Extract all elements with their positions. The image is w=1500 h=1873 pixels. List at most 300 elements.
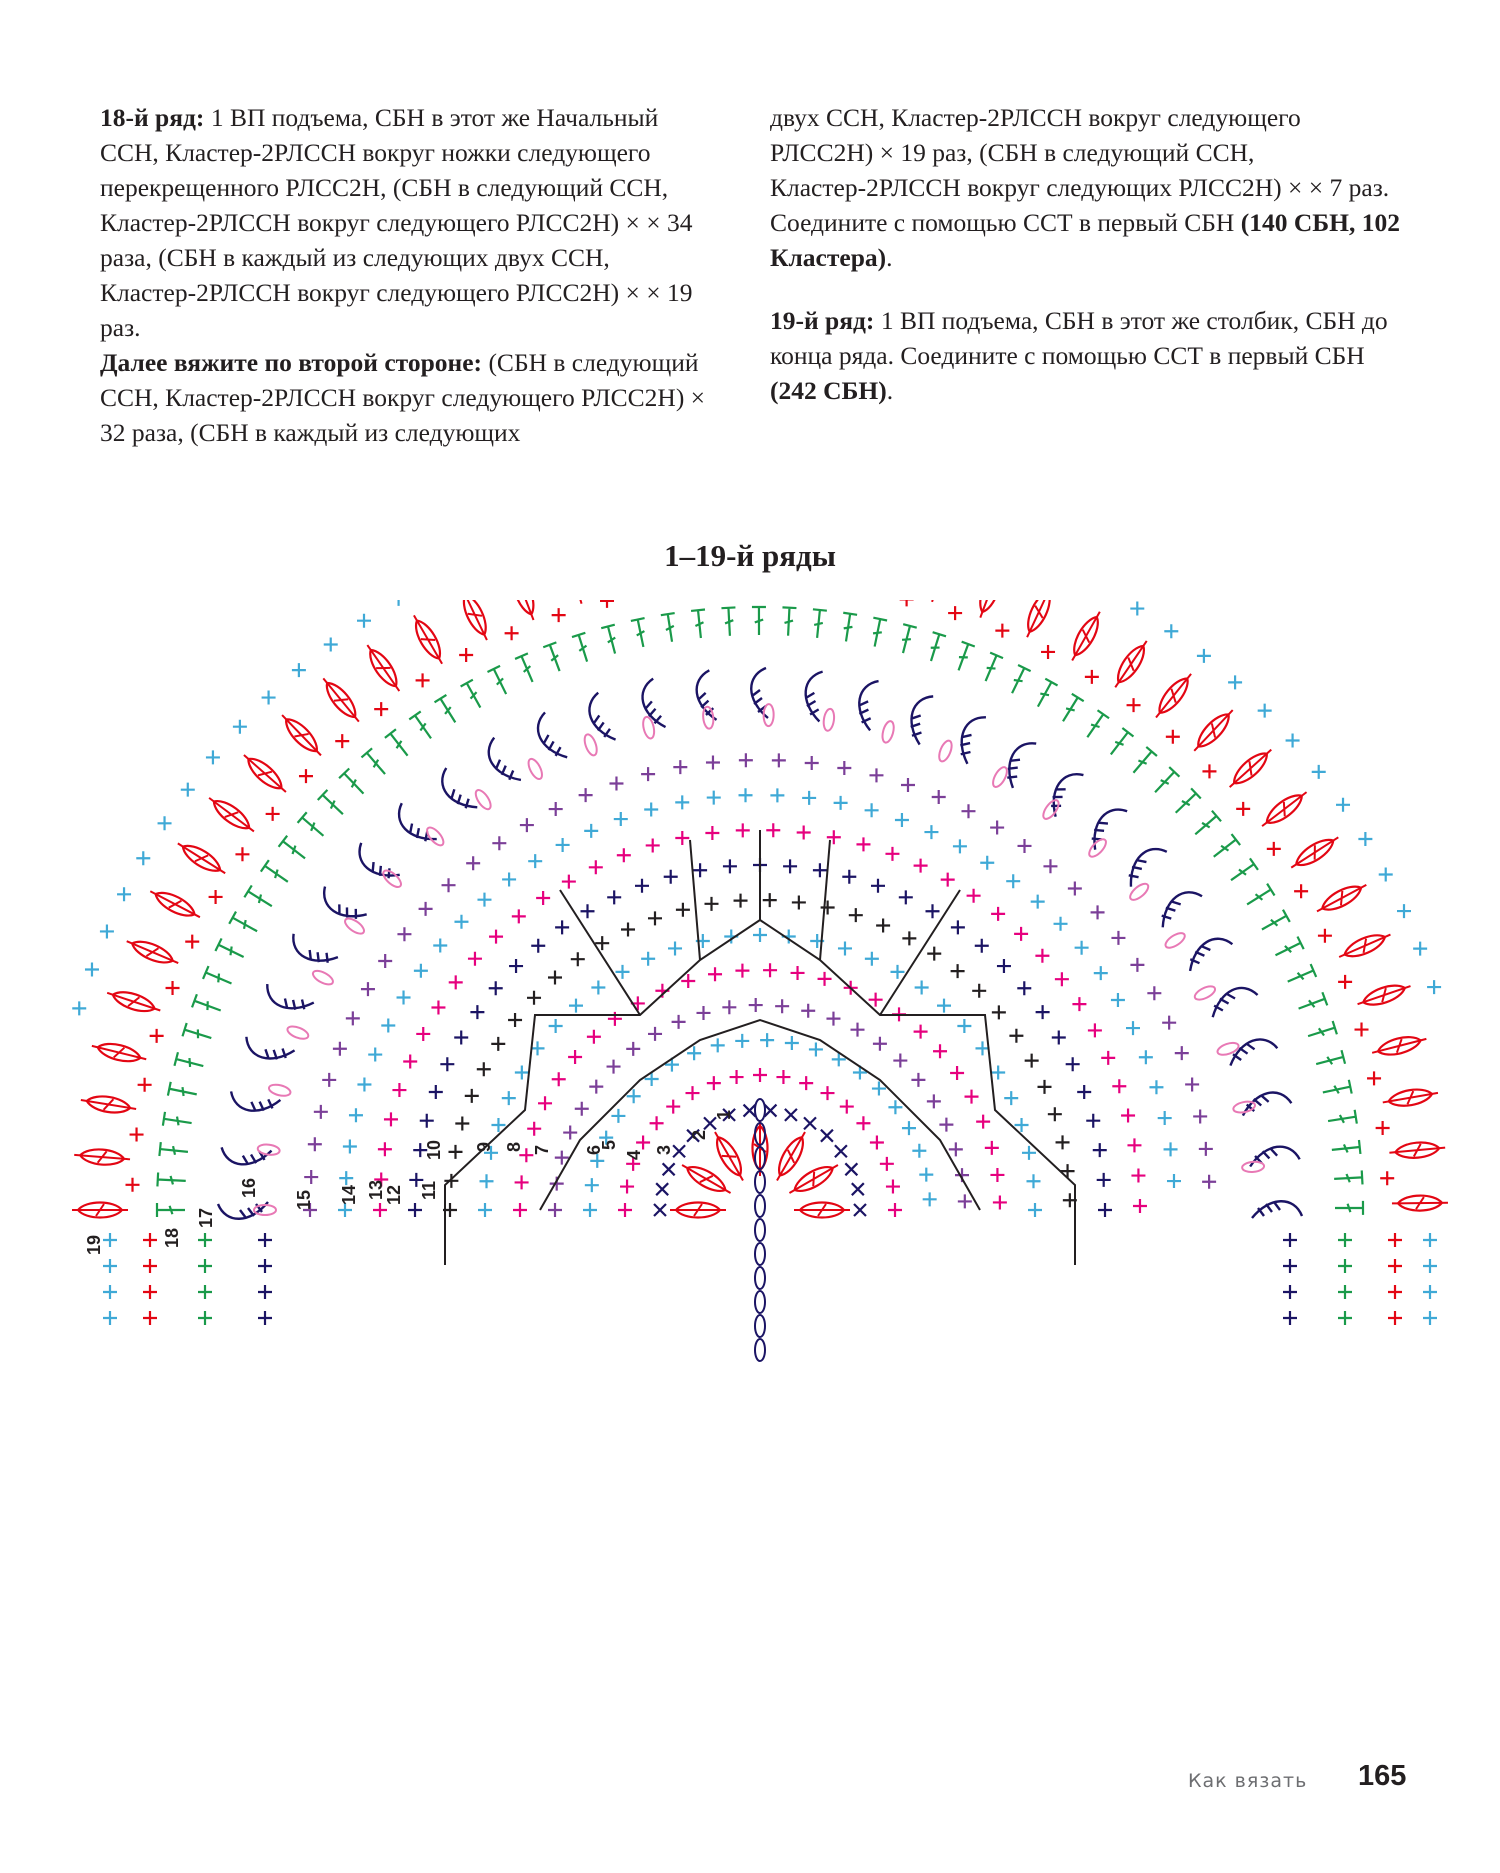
sc-stitch: [408, 1203, 422, 1217]
sc-stitch: [449, 975, 463, 989]
sc-stitch: [324, 637, 338, 651]
sc-stitch: [1026, 1174, 1040, 1188]
cluster-stitch: [506, 600, 540, 623]
cluster-stitch: [124, 934, 181, 970]
row-18-continued-body: двух ССН, Кластер-2РЛССН вокруг следующего РЛСС2Н) × 19 раз, (СБН в следующий ССН, Кластер-2РЛССН вокруг следующих РЛСС2Н) × × 7 раз. Соедините с помощью ССТ в первый СБН: [770, 103, 1390, 237]
cluster-post: [670, 1204, 726, 1216]
sc-stitch: [138, 1078, 152, 1092]
sc-stitch: [454, 1031, 468, 1045]
sc-stitch: [1149, 1080, 1163, 1094]
row-number-label: 3: [654, 1144, 674, 1155]
sc-stitch: [1338, 1233, 1352, 1247]
sc-stitch: [1022, 1146, 1036, 1160]
sc-stitch: [933, 1044, 947, 1058]
sc-stitch: [826, 1012, 840, 1026]
cluster-outline: [509, 600, 539, 617]
cluster-post: [457, 600, 492, 643]
cluster-stitch: [1313, 878, 1369, 918]
sc-stitch: [515, 1175, 529, 1189]
sc-stitch: [914, 1025, 928, 1039]
row-number-label: 17: [196, 1207, 216, 1228]
post-stitch: [1120, 841, 1168, 887]
sc-stitch: [1423, 1259, 1437, 1273]
post-stroke: [584, 692, 615, 745]
row-number-label: 14: [339, 1184, 359, 1205]
frame-spokes: [560, 830, 960, 1015]
sc-stitch: [926, 904, 940, 918]
sc-stitch: [997, 959, 1011, 973]
sc-stitch: [636, 1136, 650, 1150]
sc-stitch: [1202, 1175, 1216, 1189]
chain-stitch: [526, 757, 545, 781]
sc-stitch: [478, 1203, 492, 1217]
sc-stitch: [381, 1018, 395, 1032]
sc-stitch: [991, 907, 1005, 921]
chain-stitch: [755, 1195, 765, 1217]
sc-stitch: [809, 1042, 823, 1056]
cluster-post: [1337, 929, 1393, 962]
chain-stitch: [755, 1267, 765, 1289]
row-number-label: 18: [162, 1227, 182, 1248]
dc-stitch: [782, 607, 796, 635]
sc-stitch: [832, 1052, 846, 1066]
post-stroke: [242, 1035, 295, 1066]
sc-stitch: [734, 894, 748, 908]
sc-stitch: [1338, 1259, 1352, 1273]
row-number-label: 8: [504, 1141, 524, 1152]
sc-stitch: [515, 1066, 529, 1080]
sc-stitch: [589, 860, 603, 874]
sc-stitch: [818, 972, 832, 986]
sc-stitch: [957, 1019, 971, 1033]
sc-stitch: [1130, 602, 1144, 616]
cluster-stitch: [559, 600, 589, 606]
cluster-post: [319, 675, 364, 726]
chain-stitch: [880, 720, 895, 744]
post-stitch: [351, 841, 399, 887]
post-stroke: [391, 802, 437, 850]
sc-stitch: [85, 962, 99, 976]
sc-stitch: [672, 1015, 686, 1029]
sc-stitch: [912, 1144, 926, 1158]
sc-stitch: [958, 1194, 972, 1208]
sc-stitch: [392, 1083, 406, 1097]
sc-stitch: [531, 939, 545, 953]
chain-stitch: [582, 733, 599, 757]
cluster-stitch: [74, 1147, 131, 1166]
sc-stitch: [1086, 1114, 1100, 1128]
sc-stitch: [980, 856, 994, 870]
sc-stitch: [802, 791, 816, 805]
sc-stitch: [477, 893, 491, 907]
sc-stitch: [976, 1115, 990, 1129]
sc-stitch: [549, 802, 563, 816]
dc-stitch: [1133, 747, 1157, 773]
sc-stitch: [805, 756, 819, 770]
sc-stitch: [616, 965, 630, 979]
dc-stitch: [339, 768, 363, 793]
sc-stitch: [705, 897, 719, 911]
sc-stitch: [607, 1060, 621, 1074]
post-stitch: [952, 711, 988, 763]
second-side-body: (СБН в следующий ССН, Кластер-2РЛССН вокруг следующего РЛСС2Н) × 32 раза, (СБН в каждый из следующих: [100, 348, 706, 447]
sc-stitch: [1066, 1057, 1080, 1071]
dc-stitch: [1332, 1140, 1361, 1154]
sc-stitch: [414, 964, 428, 978]
cluster-stitch: [72, 1203, 128, 1218]
sc-stitch: [1061, 1164, 1075, 1178]
sc-stitch: [579, 788, 593, 802]
sc-stitch: [1380, 1171, 1394, 1185]
cluster-stitch: [1392, 1195, 1448, 1211]
dc-stitch: [1038, 679, 1058, 707]
sc-stitch: [584, 824, 598, 838]
sc-stitch: [1147, 986, 1161, 1000]
dc-stitch: [1195, 811, 1221, 835]
post-stitch: [1248, 1145, 1299, 1167]
row-number-label: 9: [474, 1141, 494, 1152]
dc-stitch: [385, 729, 408, 755]
chain-stitch: [755, 1291, 765, 1313]
sc-stitch: [314, 1105, 328, 1119]
sc-stitch: [856, 837, 870, 851]
sc-stitch: [775, 999, 789, 1013]
sc-stitch: [1423, 1311, 1437, 1325]
sc-stitch: [941, 873, 955, 887]
dc-stitch: [1275, 937, 1303, 956]
sc-stitch: [723, 859, 737, 873]
sc-stitch: [1338, 1311, 1352, 1325]
sc-stitch: [873, 1037, 887, 1051]
cluster-stitch: [1336, 928, 1393, 964]
sc-stitch: [965, 1090, 979, 1104]
sc-stitch: [686, 1086, 700, 1100]
cluster-stitch: [1150, 669, 1197, 722]
page-number: 165: [1358, 1760, 1407, 1792]
cluster-stitch: [205, 792, 259, 838]
dc-stitch: [461, 680, 481, 708]
sc-stitch: [454, 915, 468, 929]
dc-stitch: [261, 860, 288, 882]
cluster-post: [1371, 1033, 1428, 1059]
sc-stitch: [885, 847, 899, 861]
sc-stitch: [1068, 881, 1082, 895]
sc-stitch: [136, 851, 150, 865]
dc-stitch: [279, 836, 305, 859]
sc-stitch: [480, 1174, 494, 1188]
dc-stitch: [631, 618, 645, 647]
sc-stitch: [648, 1027, 662, 1041]
sc-stitch: [1318, 929, 1332, 943]
sc-stitch: [749, 998, 763, 1012]
sc-stitch: [1004, 1091, 1018, 1105]
sc-stitch: [1085, 670, 1099, 684]
sc-stitch: [1031, 895, 1045, 909]
cluster-stitch: [277, 710, 327, 761]
dc-stitch: [361, 748, 385, 774]
sc-stitch: [1338, 1285, 1352, 1299]
sc-stitch: [770, 788, 784, 802]
row-19-period: .: [886, 376, 894, 405]
post-stroke: [854, 678, 881, 730]
sc-stitch: [442, 878, 456, 892]
sc-stitch: [1283, 1311, 1297, 1325]
row-number-label: 12: [384, 1184, 404, 1205]
sc-stitch: [1367, 1071, 1381, 1085]
dc-stitch: [318, 790, 343, 814]
sc-stitch: [1379, 867, 1393, 881]
sc-stitch: [1166, 730, 1180, 744]
sc-stitch: [266, 807, 280, 821]
chain-stitch: [755, 1099, 765, 1121]
sc-stitch: [1338, 975, 1352, 989]
sc-stitch: [650, 1116, 664, 1130]
sc-stitch: [924, 825, 938, 839]
sc-stitch: [696, 1006, 710, 1020]
inner-star-frame: [540, 1020, 980, 1210]
post-stitch: [242, 1035, 295, 1066]
sc-stitch: [233, 720, 247, 734]
sc-stitch: [440, 1057, 454, 1071]
sc-stitch: [1094, 966, 1108, 980]
sc-stitch: [489, 981, 503, 995]
cluster-stitch: [1109, 637, 1153, 692]
sc-stitch: [975, 939, 989, 953]
sc-stitch: [581, 904, 595, 918]
sc-stitch: [993, 1195, 1007, 1209]
sc-stitch: [1283, 1233, 1297, 1247]
sc-stitch: [1376, 1121, 1390, 1135]
dc-stitch: [487, 666, 506, 694]
sc-stitch: [509, 959, 523, 973]
dc-stitch: [163, 1112, 192, 1126]
sc-stitch: [299, 769, 313, 783]
sc-stitch: [143, 1311, 157, 1325]
row-number-label: 2: [689, 1129, 709, 1140]
stitch-rings: [72, 600, 1448, 1361]
sc-stitch: [126, 1178, 140, 1192]
sc-stitch: [626, 1042, 640, 1056]
sc-stitch: [972, 984, 986, 998]
dc-stitch: [168, 1082, 197, 1096]
sc-stitch: [1098, 1203, 1112, 1217]
sc-stitch: [675, 831, 689, 845]
dc-stitch: [515, 653, 533, 681]
sc-stitch: [611, 1109, 625, 1123]
sc-stitch: [1009, 1029, 1023, 1043]
sc-stitch: [1258, 704, 1272, 718]
sc-stitch: [1035, 949, 1049, 963]
sc-stitch: [505, 626, 519, 640]
dc-stitch: [959, 642, 975, 671]
cluster-stitch: [80, 1093, 138, 1117]
sc-stitch: [512, 909, 526, 923]
post-stitch: [803, 670, 825, 721]
sc-stitch: [618, 1203, 632, 1217]
sc-stitch: [607, 890, 621, 904]
cluster-stitch: [407, 612, 448, 668]
sc-stitch: [785, 1109, 797, 1121]
sc-stitch: [589, 1080, 603, 1094]
sc-stitch: [1388, 1259, 1402, 1273]
sc-stitch: [722, 1000, 736, 1014]
sc-stitch: [995, 624, 1009, 638]
sc-stitch: [675, 795, 689, 809]
sc-stitch: [1112, 1079, 1126, 1093]
sc-stitch: [813, 863, 827, 877]
sc-stitch: [967, 889, 981, 903]
chain-stitch: [343, 916, 367, 937]
dc-stitch: [159, 1142, 188, 1156]
sc-stitch: [902, 931, 916, 945]
sc-stitch: [1043, 859, 1057, 873]
dc-stitch: [813, 609, 827, 638]
cluster-stitch: [1189, 705, 1238, 756]
post-stitch: [434, 767, 477, 817]
sc-stitch: [100, 924, 114, 938]
sc-stitch: [837, 761, 851, 775]
sc-stitch: [821, 900, 835, 914]
sc-stitch: [1175, 1046, 1189, 1060]
sc-stitch: [508, 1013, 522, 1027]
cluster-stitch: [90, 1039, 148, 1067]
sc-stitch: [919, 1168, 933, 1182]
sc-stitch: [990, 821, 1004, 835]
sc-stitch: [258, 1311, 272, 1325]
post-stitch: [904, 692, 935, 745]
sc-stitch: [707, 1076, 721, 1090]
sc-stitch: [1127, 1138, 1141, 1152]
post-stitch: [532, 712, 568, 764]
sc-stitch: [914, 859, 928, 873]
post-stroke: [751, 668, 768, 718]
sc-stitch: [1283, 1285, 1297, 1299]
dc-stitch: [902, 624, 917, 653]
sc-stitch: [262, 691, 276, 705]
chain-stitch: [311, 968, 335, 987]
sc-stitch: [1388, 1233, 1402, 1247]
post-stroke: [952, 711, 988, 763]
sc-stitch: [1193, 1109, 1207, 1123]
dc-stitch: [601, 625, 615, 654]
chain-stitch: [381, 868, 404, 890]
sc-stitch: [130, 1128, 144, 1142]
cluster-stitch: [239, 749, 291, 797]
sc-stitch: [664, 870, 678, 884]
sc-stitch: [555, 920, 569, 934]
cluster-outline: [1023, 600, 1055, 635]
sc-stitch: [470, 1005, 484, 1019]
sc-stitch: [950, 1066, 964, 1080]
sc-stitch: [185, 935, 199, 949]
sc-stitch: [706, 755, 720, 769]
dc-stitch: [1334, 1170, 1362, 1184]
dc-stitch: [931, 632, 946, 661]
sc-stitch: [103, 1311, 117, 1325]
cluster-stitch: [1355, 979, 1413, 1011]
sc-stitch: [1006, 874, 1020, 888]
sc-stitch: [1093, 1143, 1107, 1157]
sc-stitch: [893, 1054, 907, 1068]
sc-stitch: [708, 967, 722, 981]
sc-stitch: [739, 753, 753, 767]
cluster-stitch: [318, 674, 365, 727]
sc-stitch: [821, 1130, 833, 1142]
sc-stitch: [851, 1023, 865, 1037]
sc-stitch: [1355, 1023, 1369, 1037]
crochet-diagram: [0, 600, 1500, 1680]
sc-stitch: [621, 923, 635, 937]
sc-stitch: [556, 838, 570, 852]
sc-stitch: [736, 823, 750, 837]
cluster-post: [1288, 832, 1342, 872]
post-stroke: [532, 712, 568, 764]
sc-stitch: [392, 600, 406, 606]
cluster-post: [1314, 880, 1369, 917]
sc-stitch: [1283, 1259, 1297, 1273]
cluster-post: [560, 600, 587, 605]
diagram-title: 1–19-й ряды: [664, 538, 836, 573]
cluster-post: [794, 1204, 850, 1216]
sc-stitch: [258, 1285, 272, 1299]
cluster-post: [175, 838, 229, 878]
sc-stitch: [869, 768, 883, 782]
sc-stitch: [985, 1141, 999, 1155]
post-stitch: [220, 1145, 271, 1167]
sc-stitch: [766, 823, 780, 837]
sc-stitch: [143, 1259, 157, 1273]
cluster-post: [72, 1204, 128, 1216]
dc-stitch: [1063, 694, 1084, 721]
dc-stitch: [843, 613, 857, 642]
dc-stitch: [1111, 728, 1134, 754]
sc-stitch: [753, 928, 767, 942]
sc-stitch: [339, 1171, 353, 1185]
sc-stitch: [361, 982, 375, 996]
cluster-outline: [459, 600, 492, 638]
cluster-post: [1022, 600, 1057, 640]
sc-stitch: [1286, 733, 1300, 747]
sc-stitch: [103, 1259, 117, 1273]
dc-stitch: [174, 1052, 203, 1067]
cluster-post: [1258, 787, 1310, 831]
dc-stitch: [229, 912, 257, 932]
sc-stitch: [448, 1145, 462, 1159]
sc-stitch: [181, 783, 195, 797]
chain-stitch: [755, 1219, 765, 1241]
sc-stitch: [397, 991, 411, 1005]
sc-stitch: [304, 1170, 318, 1184]
sc-stitch: [869, 993, 883, 1007]
sc-stitch: [1267, 842, 1281, 856]
sc-stitch: [961, 804, 975, 818]
sc-stitch: [528, 854, 542, 868]
dc-stitch: [1328, 1110, 1357, 1124]
cluster-stitch: [174, 837, 229, 880]
sc-stitch: [459, 648, 473, 662]
sc-stitch: [849, 908, 863, 922]
sc-stitch: [1048, 1107, 1062, 1121]
dc-stitch: [1288, 964, 1316, 982]
sc-stitch: [951, 964, 965, 978]
sc-stitch: [258, 1233, 272, 1247]
dc-stitch: [873, 618, 887, 647]
sc-stitch: [258, 1259, 272, 1273]
sc-stitch: [420, 1114, 434, 1128]
sc-stitch: [835, 1145, 847, 1157]
cluster-stitch: [361, 641, 405, 696]
second-side-label: Далее вяжите по второй стороне:: [100, 348, 483, 377]
